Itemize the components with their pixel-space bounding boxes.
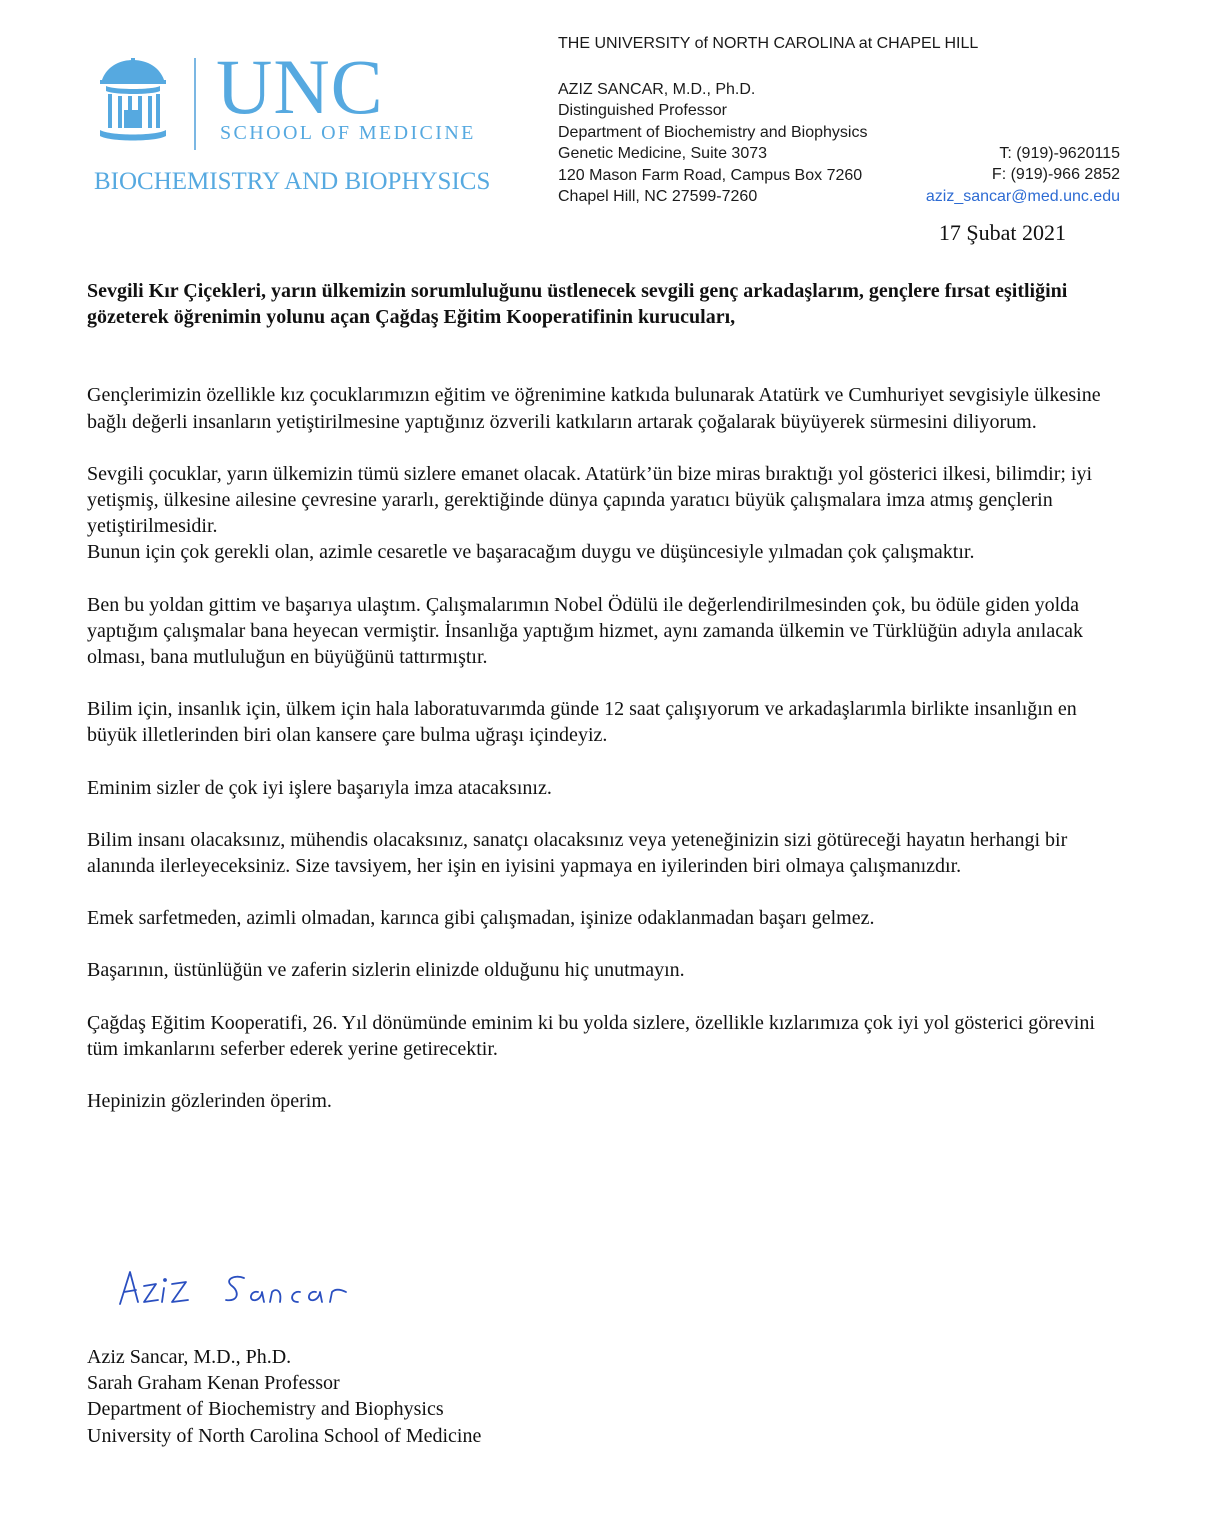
unc-logo — [92, 43, 532, 204]
address-line: Chapel Hill, NC 27599-7260 — [558, 187, 758, 205]
contact-info — [926, 143, 1120, 207]
paragraph: Hepinizin gözlerinden öperim. — [87, 1090, 332, 1113]
paragraph: Eminim sizler de çok iyi işlere başarıyla imza atacaksınız. — [87, 776, 552, 799]
paragraph: Çağdaş Eğitim Kooperatifi, 26. Yıl dönümünde eminim ki bu yolda sizlere, özellikle kızlarımıza çok iyi yol gösterici görevini tüm imkanlarını seferber ederek yerine getirecektir. — [87, 1011, 1095, 1060]
address-line: Genetic Medicine, Suite 3073 — [558, 145, 768, 163]
salutation: Sevgili Kır Çiçekleri, yarın ülkemizin sorumluluğunu üstlenecek sevgili genç arkadaşlarım, gençlere fırsat eşitliğini gözeterek öğrenimin yolunu açan Çağdaş Eğitim Kooperatifinin kurucuları, — [87, 280, 1068, 329]
paragraph: Gençlerimizin özellikle kız çocuklarımızın eğitim ve öğrenimine katkıda bulunarak Atatürk ve Cumhuriyet sevgisiyle ülkesine bağlı değerli insanların yetiştirilmesine yaptığınız özverili katkıların artarak çoğalarak büyüyerek sürmesini diliyorum. — [87, 384, 1101, 433]
letter-date: 17 Şubat 2021 — [938, 220, 1066, 245]
unc-wordmark: UNC — [216, 43, 384, 130]
logo-divider — [194, 58, 196, 150]
sender-address — [558, 79, 867, 207]
fax-number: F: (919)-966 2852 — [991, 166, 1120, 184]
address-line: Department of Biochemistry and Biophysics — [558, 123, 868, 141]
department-logo-text: BIOCHEMISTRY AND BIOPHYSICS — [94, 168, 491, 195]
signature-line: Department of Biochemistry and Biophysics — [87, 1398, 444, 1421]
address-line: AZIZ SANCAR, M.D., Ph.D. — [558, 81, 756, 98]
signature-line: University of North Carolina School of Medicine — [87, 1424, 482, 1447]
school-name: SCHOOL OF MEDICINE — [220, 122, 476, 144]
handwritten-signature — [116, 1262, 366, 1312]
signature-line: Aziz Sancar, M.D., Ph.D. — [87, 1346, 292, 1368]
signature-block — [87, 1344, 481, 1449]
paragraph: Bilim için, insanlık için, ülkem için hala laboratuvarımda günde 12 saat çalışıyorum ve arkadaşlarımla birlikte insanlığın en büyük illetlerinden biri olan kansere çare bulma uğraşı içindeyiz. — [87, 698, 1077, 747]
letter-body — [87, 278, 1127, 1114]
phone-number: T: (919)-9620115 — [999, 145, 1120, 162]
paragraph: Bilim insanı olacaksınız, mühendis olacaksınız, sanatçı olacaksınız veya yeteneğinizin sizi götüreceği hayatın herhangi bir alanında ilerleyeceksiniz. Size tavsiyem, her işin en iyisini yapmaya en iyilerinden biri olmaya çalışmanızdır. — [87, 828, 1068, 878]
email-link[interactable]: aziz_sancar@med.unc.edu — [925, 187, 1120, 205]
old-well-dome-icon — [98, 58, 168, 142]
signature-line: Sarah Graham Kenan Professor — [87, 1372, 340, 1395]
address-line: 120 Mason Farm Road, Campus Box 7260 — [558, 166, 863, 184]
paragraph: Bunun için çok gerekli olan, azimle cesaretle ve başaracağım duygu ve düşüncesiyle yılmadan çok çalışmaktır. — [87, 541, 975, 564]
institution-name: THE UNIVERSITY of NORTH CAROLINA at CHAPEL HILL — [558, 35, 979, 52]
paragraph: Başarının, üstünlüğün ve zaferin sizlerin elinizde olduğunu hiç unutmayın. — [87, 959, 685, 982]
paragraph: Sevgili çocuklar, yarın ülkemizin tümü sizlere emanet olacak. Atatürk’ün bize miras bıraktığı yol gösterici ilkesi, bilimdir; iyi yetişmiş, ülkesine ailesine çevresine yararlı, gerektiğinde dünya çapında yaratıcı büyük çalışmalara imza atmış gençlerin yetiştirilmesidir. — [87, 462, 1093, 538]
address-line: Distinguished Professor — [558, 102, 727, 120]
paragraph: Emek sarfetmeden, azimli olmadan, karınca gibi çalışmadan, işinize odaklanmadan başarı gelmez. — [87, 907, 875, 930]
paragraph: Ben bu yoldan gittim ve başarıya ulaştım. Çalışmalarımın Nobel Ödülü ile değerlendirilmesinden çok, bu ödüle giden yolda yaptığım çalışmalar bana heyecan vermiştir. İnsanlığa yaptığım hizmet, aynı zamanda ülkemin ve Türklüğün adıyla anılacak olması, bana mutluluğun en büyüğünü tattırmıştır. — [87, 593, 1083, 669]
